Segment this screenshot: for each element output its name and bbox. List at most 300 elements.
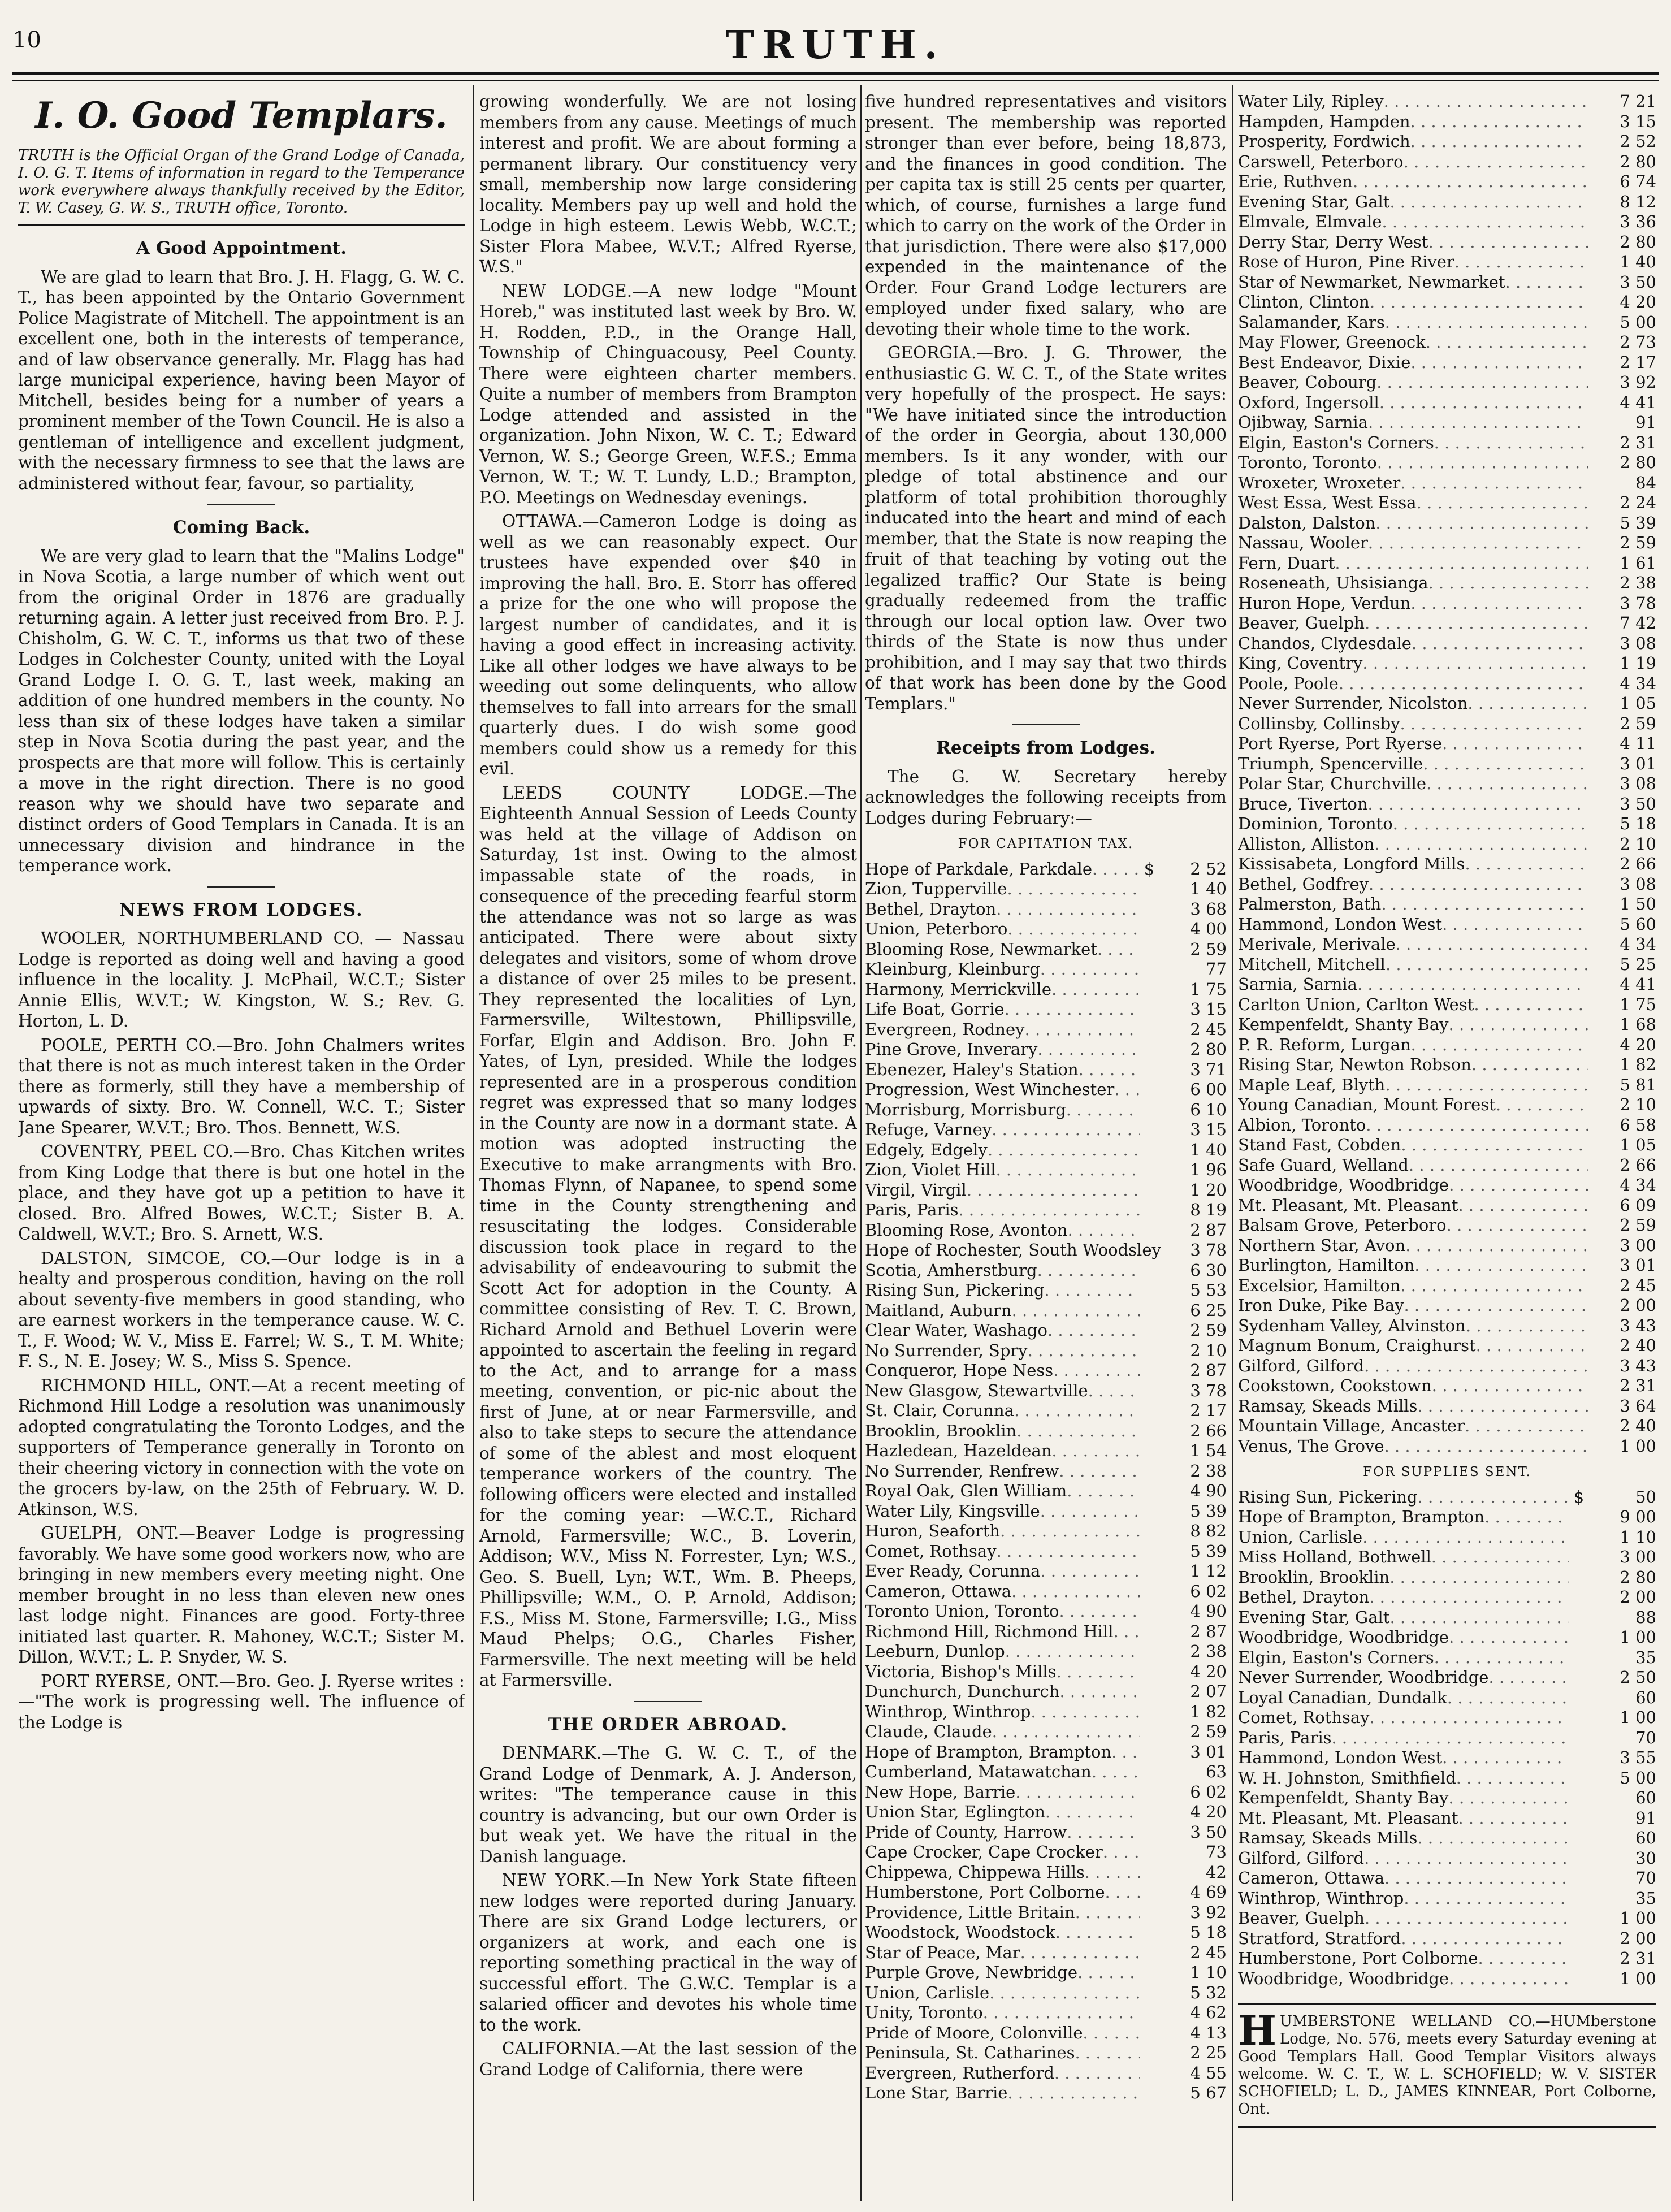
receipt-row bbox=[865, 1722, 1227, 1742]
amount: 3 15 bbox=[1620, 111, 1656, 131]
currency-sign: $ bbox=[1573, 1487, 1585, 1507]
lodge-name: Mt. Pleasant, Mt. Pleasant bbox=[1238, 1808, 1458, 1828]
amount: 7 42 bbox=[1620, 613, 1656, 633]
lodge-name: Edgely, Edgely bbox=[865, 1140, 988, 1159]
leader-dots bbox=[1051, 980, 1140, 1000]
currency-sign bbox=[1569, 1728, 1588, 1748]
amount: 3 50 bbox=[1620, 794, 1656, 813]
article-paragraph: The G. W. Secretary hereby acknowledges the following receipts from Lodges during February:— bbox=[865, 767, 1227, 828]
lodge-name: Ebenezer, Haley's Station bbox=[865, 1059, 1079, 1079]
currency-sign: $ bbox=[1144, 859, 1155, 878]
leader-dots bbox=[1409, 1155, 1588, 1176]
receipt-row bbox=[1238, 1396, 1656, 1417]
leader-dots bbox=[1410, 353, 1588, 373]
currency-sign bbox=[1140, 1020, 1159, 1040]
amount: 1 61 bbox=[1620, 553, 1656, 573]
amount: 2 59 bbox=[1190, 939, 1227, 959]
page-number: 10 bbox=[12, 27, 41, 53]
receipt-row bbox=[865, 1662, 1227, 1682]
amount: 3 78 bbox=[1190, 1240, 1227, 1259]
column-2 bbox=[479, 92, 857, 2194]
leader-dots bbox=[997, 1542, 1140, 1562]
lodge-name: Brooklin, Brooklin bbox=[865, 1421, 1017, 1440]
receipt-row bbox=[865, 1220, 1227, 1241]
amount: 2 80 bbox=[1620, 232, 1656, 252]
receipt-row bbox=[1238, 373, 1656, 393]
receipt-row bbox=[1238, 1175, 1656, 1196]
currency-sign bbox=[1569, 1969, 1588, 1989]
receipt-row bbox=[865, 1823, 1227, 1843]
amount: 60 bbox=[1635, 1828, 1656, 1847]
leader-dots bbox=[1412, 634, 1588, 654]
news-item: GUELPH, ONT.—Beaver Lodge is progressing favorably. We have some good workers now, who are bringing in new members every meeting night. One member brought in no less than eleven new ones last lodge night. Finances are good. Forty-three initiated last quarter. R. Mahoney, W.C.T.; Sister M. Dillon, W.V.T.; L. P. Snyder, W. S. bbox=[18, 1523, 465, 1666]
leader-dots bbox=[1040, 1501, 1140, 1522]
lodge-name: Scotia, Amherstburg bbox=[865, 1260, 1037, 1280]
amount: 3 01 bbox=[1620, 754, 1656, 773]
lodge-name: Kissisabeta, Longford Mills bbox=[1238, 854, 1465, 873]
leader-dots bbox=[1364, 1849, 1569, 1869]
receipts-list bbox=[865, 859, 1227, 2103]
lodge-name: Derry Star, Derry West bbox=[1238, 232, 1428, 252]
lodge-name: Woodbridge, Woodbridge bbox=[1238, 1175, 1449, 1194]
leader-dots bbox=[1400, 1276, 1588, 1296]
amount: 6 10 bbox=[1190, 1099, 1227, 1119]
currency-sign bbox=[1140, 1903, 1159, 1923]
lodge-name: Winthrop, Winthrop bbox=[865, 1702, 1031, 1721]
amount: 2 52 bbox=[1620, 132, 1656, 151]
currency-sign bbox=[1569, 1507, 1588, 1527]
leader-dots bbox=[992, 1722, 1140, 1742]
amount: 4 20 bbox=[1620, 1034, 1656, 1054]
lodge-name: Comet, Rothsay bbox=[1238, 1708, 1370, 1727]
amount: 35 bbox=[1635, 1888, 1656, 1908]
lodge-name: Albion, Toronto bbox=[1238, 1115, 1366, 1135]
lodge-name: Rising Star, Newton Robson bbox=[1238, 1055, 1471, 1074]
lodge-name: Ojibway, Sarnia bbox=[1238, 413, 1368, 432]
amount: 3 15 bbox=[1190, 1120, 1227, 1139]
receipt-row bbox=[1238, 934, 1656, 955]
lodge-name: Rising Sun, Pickering bbox=[1238, 1487, 1418, 1507]
leader-dots bbox=[1059, 1461, 1140, 1482]
receipt-row bbox=[1238, 1808, 1656, 1829]
receipt-row bbox=[1238, 1215, 1656, 1236]
amount: 2 10 bbox=[1620, 834, 1656, 854]
divider bbox=[1012, 724, 1080, 725]
leader-dots bbox=[1449, 1627, 1569, 1648]
lodge-name: Burlington, Hamilton bbox=[1238, 1256, 1415, 1275]
receipt-row bbox=[1238, 292, 1656, 313]
leader-dots bbox=[1067, 1823, 1140, 1843]
leader-dots bbox=[1376, 373, 1588, 393]
leader-dots bbox=[1365, 1908, 1569, 1929]
leader-dots bbox=[1442, 1748, 1569, 1768]
leader-dots bbox=[1045, 1802, 1140, 1823]
lodge-name: Nassau, Wooler bbox=[1238, 533, 1368, 552]
currency-sign bbox=[1140, 1100, 1159, 1120]
receipt-row bbox=[1238, 854, 1656, 875]
lodge-name: Harmony, Merrickville bbox=[865, 979, 1052, 999]
lodge-name: W. H. Johnston, Smithfield bbox=[1238, 1768, 1456, 1787]
receipt-row bbox=[865, 1582, 1227, 1602]
leader-dots bbox=[1339, 674, 1588, 694]
amount: 1 05 bbox=[1620, 1135, 1656, 1154]
lodge-name: Mountain Village, Ancaster bbox=[1238, 1416, 1465, 1435]
lodge-name: Richmond Hill, Richmond Hill bbox=[865, 1621, 1114, 1641]
lodge-name: Hope of Brampton, Brampton bbox=[865, 1742, 1112, 1761]
leader-dots bbox=[1114, 1622, 1140, 1642]
currency-sign bbox=[1140, 1160, 1159, 1180]
amount: 2 87 bbox=[1190, 1361, 1227, 1380]
leader-dots bbox=[1055, 1923, 1140, 1943]
leader-dots bbox=[1449, 1015, 1588, 1035]
news-item: GEORGIA.—Bro. J. G. Thrower, the enthusiastic G. W. C. T., of the State writes very hopefully of the prospect. He says: "We have initiated since the introduction of the order in Georgia, about 130,000 members. Is it any wonder, with our pledge of total abstinence and our platform of total prohibition thoroughly inducated into the heart and mind of each member, that the State is now reaping the fruit of that teaching by voting out the legalized traffic? Our State is being gradually redeemed from the traffic through our local option law. Over two thirds of the State is now thus under prohibition, and I may say that two thirds of that work has been done by the Good Templars." bbox=[865, 343, 1227, 713]
amount: 3 08 bbox=[1620, 774, 1656, 793]
lodge-name: Kleinburg, Kleinburg bbox=[865, 959, 1040, 979]
currency-sign bbox=[1569, 1949, 1588, 1969]
amount: 91 bbox=[1635, 1808, 1656, 1828]
leader-dots bbox=[1418, 1487, 1569, 1508]
currency-sign bbox=[1569, 1768, 1588, 1789]
amount: 4 34 bbox=[1620, 934, 1656, 954]
currency-sign bbox=[1140, 1321, 1159, 1341]
leader-dots bbox=[1075, 2043, 1140, 2063]
lodge-name: Cumberland, Matawatchan bbox=[865, 1762, 1092, 1781]
amount: 88 bbox=[1635, 1607, 1656, 1627]
amount: 2 50 bbox=[1620, 1668, 1656, 1687]
lodge-name: New Hope, Barrie bbox=[865, 1782, 1016, 1802]
receipt-row bbox=[865, 959, 1227, 980]
receipt-row bbox=[865, 1060, 1227, 1080]
receipt-row bbox=[865, 1742, 1227, 1763]
leader-dots bbox=[1410, 132, 1588, 152]
currency-sign bbox=[1140, 1521, 1159, 1542]
receipt-row bbox=[865, 1421, 1227, 1442]
supplies-subheading: FOR SUPPLIES SENT. bbox=[1363, 1465, 1531, 1479]
amount: 3 08 bbox=[1620, 874, 1656, 894]
lodge-name: Cameron, Ottawa bbox=[865, 1581, 1012, 1601]
receipt-row bbox=[1238, 613, 1656, 634]
leader-dots bbox=[1434, 433, 1588, 453]
leader-dots bbox=[1496, 1095, 1588, 1115]
leader-dots bbox=[1474, 995, 1588, 1015]
lodge-name: Elgin, Easton's Corners bbox=[1238, 432, 1434, 452]
receipt-row bbox=[865, 1140, 1227, 1161]
leader-dots bbox=[1059, 1682, 1140, 1702]
leader-dots bbox=[1442, 734, 1588, 754]
lodge-name: Peninsula, St. Catharines bbox=[865, 2043, 1075, 2062]
amount: 2 59 bbox=[1620, 1215, 1656, 1235]
lodge-name: Kempenfeldt, Shanty Bay bbox=[1238, 1015, 1449, 1034]
receipt-row bbox=[865, 919, 1227, 940]
lodge-name: Union Star, Eglington bbox=[865, 1802, 1045, 1821]
leader-dots bbox=[1014, 1401, 1140, 1421]
amount: 2 59 bbox=[1620, 533, 1656, 552]
receipt-row bbox=[1238, 1196, 1656, 1216]
receipt-row bbox=[865, 1782, 1227, 1803]
currency-sign bbox=[1569, 1648, 1588, 1668]
receipt-row bbox=[865, 1261, 1227, 1281]
leader-dots bbox=[1426, 332, 1588, 353]
lodge-name: Blooming Rose, Avonton bbox=[865, 1220, 1068, 1240]
lodge-name: Clinton, Clinton bbox=[1238, 292, 1370, 311]
leader-dots bbox=[1471, 1055, 1588, 1075]
leader-dots bbox=[1114, 1080, 1140, 1100]
leader-dots bbox=[1417, 1396, 1588, 1417]
receipt-row bbox=[865, 980, 1227, 1000]
currency-sign bbox=[1569, 1889, 1588, 1909]
receipt-row bbox=[1238, 252, 1656, 272]
amount: 2 40 bbox=[1620, 1416, 1656, 1435]
lodge-name: Victoria, Bishop's Mills bbox=[865, 1661, 1057, 1681]
amount: 5 53 bbox=[1190, 1280, 1227, 1300]
currency-sign bbox=[1569, 1929, 1588, 1949]
lodge-name: Brooklin, Brooklin bbox=[1238, 1567, 1390, 1587]
currency-sign bbox=[1569, 1708, 1588, 1728]
leader-dots bbox=[1040, 1561, 1140, 1582]
receipt-row bbox=[1238, 1316, 1656, 1336]
amount: 2 80 bbox=[1620, 453, 1656, 472]
receipt-row bbox=[865, 1762, 1227, 1782]
lodge-name: Sydenham Valley, Alvinston bbox=[1238, 1315, 1466, 1335]
lodge-name: Gilford, Gilford bbox=[1238, 1848, 1365, 1868]
currency-sign bbox=[1140, 1561, 1159, 1582]
receipt-row bbox=[1238, 1095, 1656, 1115]
amount: 84 bbox=[1635, 473, 1656, 492]
receipt-row bbox=[865, 1802, 1227, 1823]
lodge-name: Gilford, Gilford bbox=[1238, 1356, 1365, 1375]
lodge-name: Evergreen, Rodney bbox=[865, 1019, 1025, 1039]
receipt-row bbox=[1238, 1668, 1656, 1688]
lodge-name: Leeburn, Dunlop bbox=[865, 1642, 1005, 1661]
currency-sign bbox=[1140, 1341, 1159, 1361]
currency-sign bbox=[1569, 1627, 1588, 1648]
leader-dots bbox=[1449, 1175, 1588, 1196]
news-item: COVENTRY, PEEL CO.—Bro. Chas Kitchen writes from King Lodge that there is but one hotel in the place, and they have got up a petition to have it closed. Bro. Alfred Bowes, W.C.T.; Sister B. A. Caldwell, W.V.T.; Bro. S. Arnett, W.S. bbox=[18, 1142, 465, 1244]
receipt-row bbox=[1238, 1969, 1656, 1989]
lodge-name: Woodbridge, Woodbridge bbox=[1238, 1968, 1449, 1988]
currency-sign bbox=[1140, 1802, 1159, 1823]
amount: 8 82 bbox=[1190, 1521, 1227, 1540]
news-item: NEW YORK.—In New York State fifteen new lodges were reported during January. There are six Grand Lodge lecturers, or organizers at work, and each one is reporting something practical in the way of successful effort. The G.W.C. Templar is a salaried officer and devotes his whole time to the work. bbox=[479, 1871, 857, 2034]
amount: 3 00 bbox=[1620, 1235, 1656, 1255]
amount: 70 bbox=[1635, 1728, 1656, 1747]
leader-dots bbox=[1389, 1568, 1569, 1588]
amount: 2 73 bbox=[1620, 332, 1656, 352]
receipt-row bbox=[1238, 1356, 1656, 1376]
currency-sign bbox=[1140, 1762, 1159, 1782]
leader-dots bbox=[1478, 1949, 1569, 1969]
leader-dots bbox=[1465, 1416, 1588, 1436]
receipt-row bbox=[1238, 1155, 1656, 1176]
leader-dots bbox=[1005, 1642, 1140, 1662]
amount: 8 19 bbox=[1190, 1200, 1227, 1219]
receipt-row bbox=[865, 2023, 1227, 2044]
leader-dots bbox=[1066, 1100, 1140, 1120]
lodge-name: Carlton Union, Carlton West bbox=[1238, 994, 1474, 1014]
lodge-name: Chandos, Clydesdale bbox=[1238, 633, 1412, 653]
leader-dots bbox=[1432, 1376, 1588, 1396]
currency-sign bbox=[1140, 1280, 1159, 1301]
amount: 1 82 bbox=[1190, 1702, 1227, 1721]
amount: 3 64 bbox=[1620, 1396, 1656, 1415]
receipt-row bbox=[1238, 212, 1656, 232]
amount: 4 34 bbox=[1620, 1175, 1656, 1194]
receipt-row bbox=[865, 1160, 1227, 1180]
lodge-name: Mitchell, Mitchell bbox=[1238, 954, 1386, 974]
currency-sign bbox=[1140, 1662, 1159, 1682]
amount: 2 00 bbox=[1620, 1587, 1656, 1607]
leader-dots bbox=[1384, 92, 1588, 112]
receipt-row bbox=[865, 1240, 1227, 1261]
receipt-row bbox=[865, 1501, 1227, 1522]
currency-sign bbox=[1569, 1849, 1588, 1869]
currency-sign bbox=[1140, 1421, 1159, 1442]
receipt-row bbox=[865, 1903, 1227, 1923]
lodge-name: Hazledean, Hazeldean bbox=[865, 1441, 1052, 1460]
currency-sign bbox=[1569, 1808, 1588, 1829]
amount: 1 00 bbox=[1620, 1908, 1656, 1928]
amount: 3 15 bbox=[1190, 999, 1227, 1019]
article-heading: A Good Appointment. bbox=[136, 238, 347, 258]
currency-sign bbox=[1569, 1688, 1588, 1708]
currency-sign bbox=[1140, 1501, 1159, 1522]
receipt-row bbox=[1238, 553, 1656, 574]
news-item: DALSTON, SIMCOE, CO.—Our lodge is in a healty and prosperous condition, having on the roll about seventy-five members in good standing, who are earnest workers in the temperance cause. W. C. T., F. Wood; W. V., Miss E. Farrel; W. S., T. M. White; F. S., N. E. Josey; W. S., Miss S. Spence. bbox=[18, 1248, 465, 1371]
amount: 2 38 bbox=[1620, 573, 1656, 592]
currency-sign bbox=[1140, 1642, 1159, 1662]
amount: 4 90 bbox=[1190, 1481, 1227, 1500]
currency-sign bbox=[1140, 1261, 1159, 1281]
amount: 2 38 bbox=[1190, 1461, 1227, 1481]
receipt-row bbox=[865, 1280, 1227, 1301]
divider bbox=[634, 1701, 702, 1702]
amount: 7 21 bbox=[1620, 92, 1656, 111]
receipt-row bbox=[865, 1180, 1227, 1201]
currency-sign bbox=[1140, 1301, 1159, 1321]
leader-dots bbox=[1370, 1708, 1569, 1728]
lodge-name: Oxford, Ingersoll bbox=[1238, 392, 1379, 412]
amount: 3 78 bbox=[1620, 593, 1656, 613]
amount: 8 12 bbox=[1620, 192, 1656, 211]
amount: 3 43 bbox=[1620, 1356, 1656, 1375]
lodge-name: Hope of Parkdale, Parkdale bbox=[865, 859, 1092, 878]
receipt-row bbox=[1238, 1568, 1656, 1588]
leader-dots bbox=[1428, 573, 1589, 594]
lodge-name: Beaver, Cobourg bbox=[1238, 373, 1377, 392]
lodge-name: May Flower, Greenock bbox=[1238, 332, 1426, 352]
supplies-list bbox=[1238, 1487, 1656, 1989]
amount: 5 32 bbox=[1190, 1982, 1227, 2002]
leader-dots bbox=[1426, 774, 1588, 794]
amount: 5 25 bbox=[1620, 954, 1656, 974]
lodge-advertisement bbox=[1238, 2003, 1656, 2128]
receipt-row bbox=[1238, 1788, 1656, 1808]
receipt-row bbox=[1238, 533, 1656, 553]
leader-dots bbox=[1377, 453, 1588, 473]
lodge-name: P. R. Reform, Lurgan bbox=[1238, 1034, 1411, 1054]
leader-dots bbox=[1375, 513, 1588, 534]
currency-sign bbox=[1140, 1180, 1159, 1201]
receipt-row bbox=[865, 1120, 1227, 1140]
receipt-row bbox=[865, 1200, 1227, 1220]
lodge-name: Safe Guard, Welland bbox=[1238, 1155, 1409, 1175]
receipt-row bbox=[865, 2043, 1227, 2063]
lodge-name: Wroxeter, Wroxeter bbox=[1238, 473, 1401, 492]
receipt-row bbox=[1238, 1416, 1656, 1436]
lodge-name: Union, Carlisle bbox=[1238, 1527, 1363, 1547]
receipt-row bbox=[1238, 1547, 1656, 1568]
leader-dots bbox=[1381, 894, 1588, 915]
amount: 3 92 bbox=[1190, 1902, 1227, 1922]
amount: 73 bbox=[1206, 1842, 1227, 1862]
currency-sign bbox=[1140, 2043, 1159, 2063]
amount: 50 bbox=[1635, 1487, 1656, 1507]
receipt-row bbox=[1238, 1908, 1656, 1929]
amount: 4 55 bbox=[1190, 2063, 1227, 2083]
receipt-row bbox=[1238, 1115, 1656, 1136]
leader-dots bbox=[1374, 834, 1588, 855]
currency-sign bbox=[1140, 1742, 1159, 1763]
receipt-row bbox=[1238, 1487, 1656, 1508]
receipt-row bbox=[1238, 734, 1656, 754]
receipt-row bbox=[1238, 413, 1656, 433]
leader-dots bbox=[1417, 1828, 1569, 1849]
leader-dots bbox=[1488, 1668, 1569, 1688]
receipt-row bbox=[1238, 1527, 1656, 1548]
leader-dots bbox=[1404, 1889, 1569, 1909]
lodge-name: Pride of County, Harrow bbox=[865, 1822, 1067, 1842]
amount: 2 40 bbox=[1620, 1336, 1656, 1355]
leader-dots bbox=[1028, 1341, 1140, 1361]
leader-dots bbox=[1059, 1601, 1140, 1622]
receipt-row bbox=[1238, 453, 1656, 473]
amount: 1 75 bbox=[1190, 979, 1227, 999]
lodge-name: Humberstone, Port Colborne bbox=[865, 1882, 1105, 1902]
amount: 1 54 bbox=[1190, 1441, 1227, 1460]
leader-dots bbox=[1401, 1135, 1588, 1155]
currency-sign bbox=[1140, 1461, 1159, 1482]
lodge-name: St. Clair, Corunna bbox=[865, 1401, 1014, 1420]
leader-dots bbox=[1007, 919, 1140, 940]
lodge-name: Hampden, Hampden bbox=[1238, 111, 1410, 131]
lodge-name: Bruce, Tiverton bbox=[1238, 794, 1368, 813]
lodge-name: Cape Crocker, Cape Crocker bbox=[865, 1842, 1103, 1862]
lodge-name: Ramsay, Skeads Mills bbox=[1238, 1828, 1418, 1847]
amount: 2 66 bbox=[1190, 1421, 1227, 1440]
receipt-row bbox=[1238, 1889, 1656, 1909]
leader-dots bbox=[1389, 192, 1588, 213]
amount: 5 18 bbox=[1190, 1923, 1227, 1942]
currency-sign bbox=[1140, 879, 1159, 899]
leader-dots bbox=[1423, 754, 1588, 774]
receipt-row bbox=[1238, 1949, 1656, 1969]
amount: 60 bbox=[1635, 1687, 1656, 1707]
leader-dots bbox=[1075, 1903, 1140, 1923]
amount: 42 bbox=[1206, 1862, 1227, 1882]
lodge-name: Miss Holland, Bothwell bbox=[1238, 1547, 1431, 1566]
leader-dots bbox=[1454, 252, 1588, 272]
amount: 3 92 bbox=[1620, 373, 1656, 392]
lodge-name: Polar Star, Churchville bbox=[1238, 774, 1427, 793]
leader-dots bbox=[1386, 955, 1588, 975]
amount: 6 74 bbox=[1620, 172, 1656, 191]
receipt-row bbox=[1238, 1055, 1656, 1075]
leader-dots bbox=[1362, 653, 1588, 674]
receipt-row bbox=[865, 1943, 1227, 1963]
leader-dots bbox=[1368, 533, 1588, 553]
amount: 2 80 bbox=[1620, 151, 1656, 171]
lodge-name: Rose of Huron, Pine River bbox=[1238, 252, 1454, 271]
